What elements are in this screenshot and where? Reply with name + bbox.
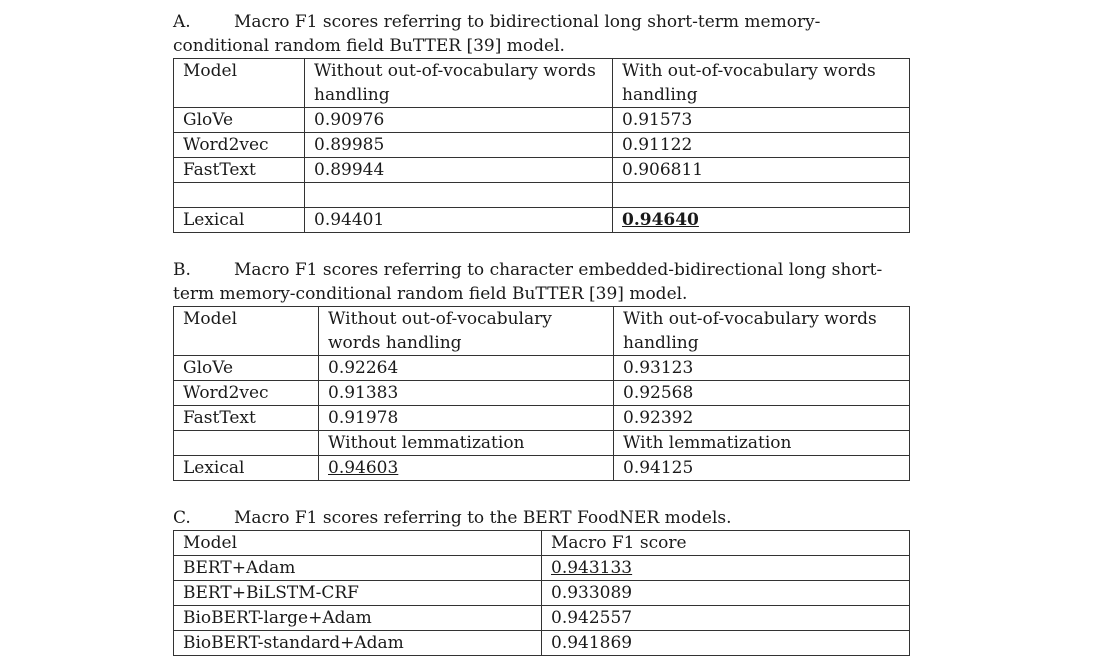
- cell-model: GloVe: [174, 356, 319, 381]
- table-row: [174, 158, 910, 183]
- cell-model: FastText: [174, 406, 319, 431]
- cell-model: BioBERT-large+Adam: [174, 606, 542, 631]
- header-with-oov: With out-of-vocabulary words handling: [613, 59, 910, 108]
- header-without-lemma: Without lemmatization: [319, 431, 614, 456]
- table-row: [174, 631, 910, 656]
- cell-model: Word2vec: [174, 381, 319, 406]
- table-row: [174, 406, 910, 431]
- cell-score: 0.941869: [542, 631, 910, 656]
- caption-b-text: Macro F1 scores referring to character embedded-bidirectional long short-term memory-conditional random field BuTTER [39] model.: [173, 260, 883, 304]
- header-with-lemma: With lemmatization: [614, 431, 910, 456]
- header-model: Model: [174, 531, 542, 556]
- empty-cell: [305, 183, 613, 208]
- cell-with: 0.906811: [613, 158, 910, 183]
- table-header-row: [174, 531, 910, 556]
- section-a: [173, 10, 910, 233]
- caption-c-letter: C.: [173, 508, 191, 528]
- table-row-lexical: [174, 208, 910, 233]
- cell-without: 0.92264: [319, 356, 614, 381]
- document: [173, 10, 910, 656]
- caption-a: [173, 10, 910, 58]
- cell-score-best: 0.943133: [542, 556, 910, 581]
- cell-with: 0.92392: [614, 406, 910, 431]
- table-row-lexical: [174, 456, 910, 481]
- header-without-oov: Without out-of-vocabulary words handling: [319, 307, 614, 356]
- cell-with: 0.93123: [614, 356, 910, 381]
- cell-model: Lexical: [174, 208, 305, 233]
- cell-without: 0.89944: [305, 158, 613, 183]
- cell-without-best: 0.94603: [319, 456, 614, 481]
- lemma-header-row: [174, 431, 910, 456]
- empty-cell: [613, 183, 910, 208]
- table-c: [173, 530, 910, 656]
- caption-c-text: Macro F1 scores referring to the BERT FoodNER models.: [234, 508, 732, 528]
- cell-model: BERT+Adam: [174, 556, 542, 581]
- empty-row: [174, 183, 910, 208]
- header-with-oov: With out-of-vocabulary words handling: [614, 307, 910, 356]
- cell-with: 0.94125: [614, 456, 910, 481]
- cell-model: GloVe: [174, 108, 305, 133]
- table-row: [174, 133, 910, 158]
- cell-with: 0.92568: [614, 381, 910, 406]
- table-a: [173, 58, 910, 233]
- section-c: [173, 506, 910, 656]
- table-header-row: [174, 59, 910, 108]
- header-model: Model: [174, 307, 319, 356]
- cell-model: BERT+BiLSTM-CRF: [174, 581, 542, 606]
- table-row: [174, 356, 910, 381]
- cell-without: 0.89985: [305, 133, 613, 158]
- cell-without: 0.91383: [319, 381, 614, 406]
- cell-without: 0.94401: [305, 208, 613, 233]
- cell-with: 0.91122: [613, 133, 910, 158]
- empty-cell: [174, 183, 305, 208]
- caption-b: [173, 258, 910, 306]
- cell-model: BioBERT-standard+Adam: [174, 631, 542, 656]
- cell-score: 0.933089: [542, 581, 910, 606]
- cell-without: 0.90976: [305, 108, 613, 133]
- cell-without: 0.91978: [319, 406, 614, 431]
- header-without-oov: Without out-of-vocabulary words handling: [305, 59, 613, 108]
- table-row: [174, 556, 910, 581]
- table-row: [174, 381, 910, 406]
- table-b: [173, 306, 910, 481]
- cell-model: Lexical: [174, 456, 319, 481]
- cell-with-best: 0.94640: [613, 208, 910, 233]
- cell-score: 0.942557: [542, 606, 910, 631]
- cell-with: 0.91573: [613, 108, 910, 133]
- caption-a-letter: A.: [173, 12, 191, 32]
- caption-c: [173, 506, 910, 530]
- caption-b-letter: B.: [173, 260, 191, 280]
- table-row: [174, 108, 910, 133]
- header-score: Macro F1 score: [542, 531, 910, 556]
- section-b: [173, 258, 910, 481]
- header-model: Model: [174, 59, 305, 108]
- caption-a-text: Macro F1 scores referring to bidirectional long short-term memory-conditional random field BuTTER [39] model.: [173, 12, 821, 56]
- cell-model: FastText: [174, 158, 305, 183]
- table-header-row: [174, 307, 910, 356]
- cell-model: Word2vec: [174, 133, 305, 158]
- table-row: [174, 581, 910, 606]
- table-row: [174, 606, 910, 631]
- empty-cell: [174, 431, 319, 456]
